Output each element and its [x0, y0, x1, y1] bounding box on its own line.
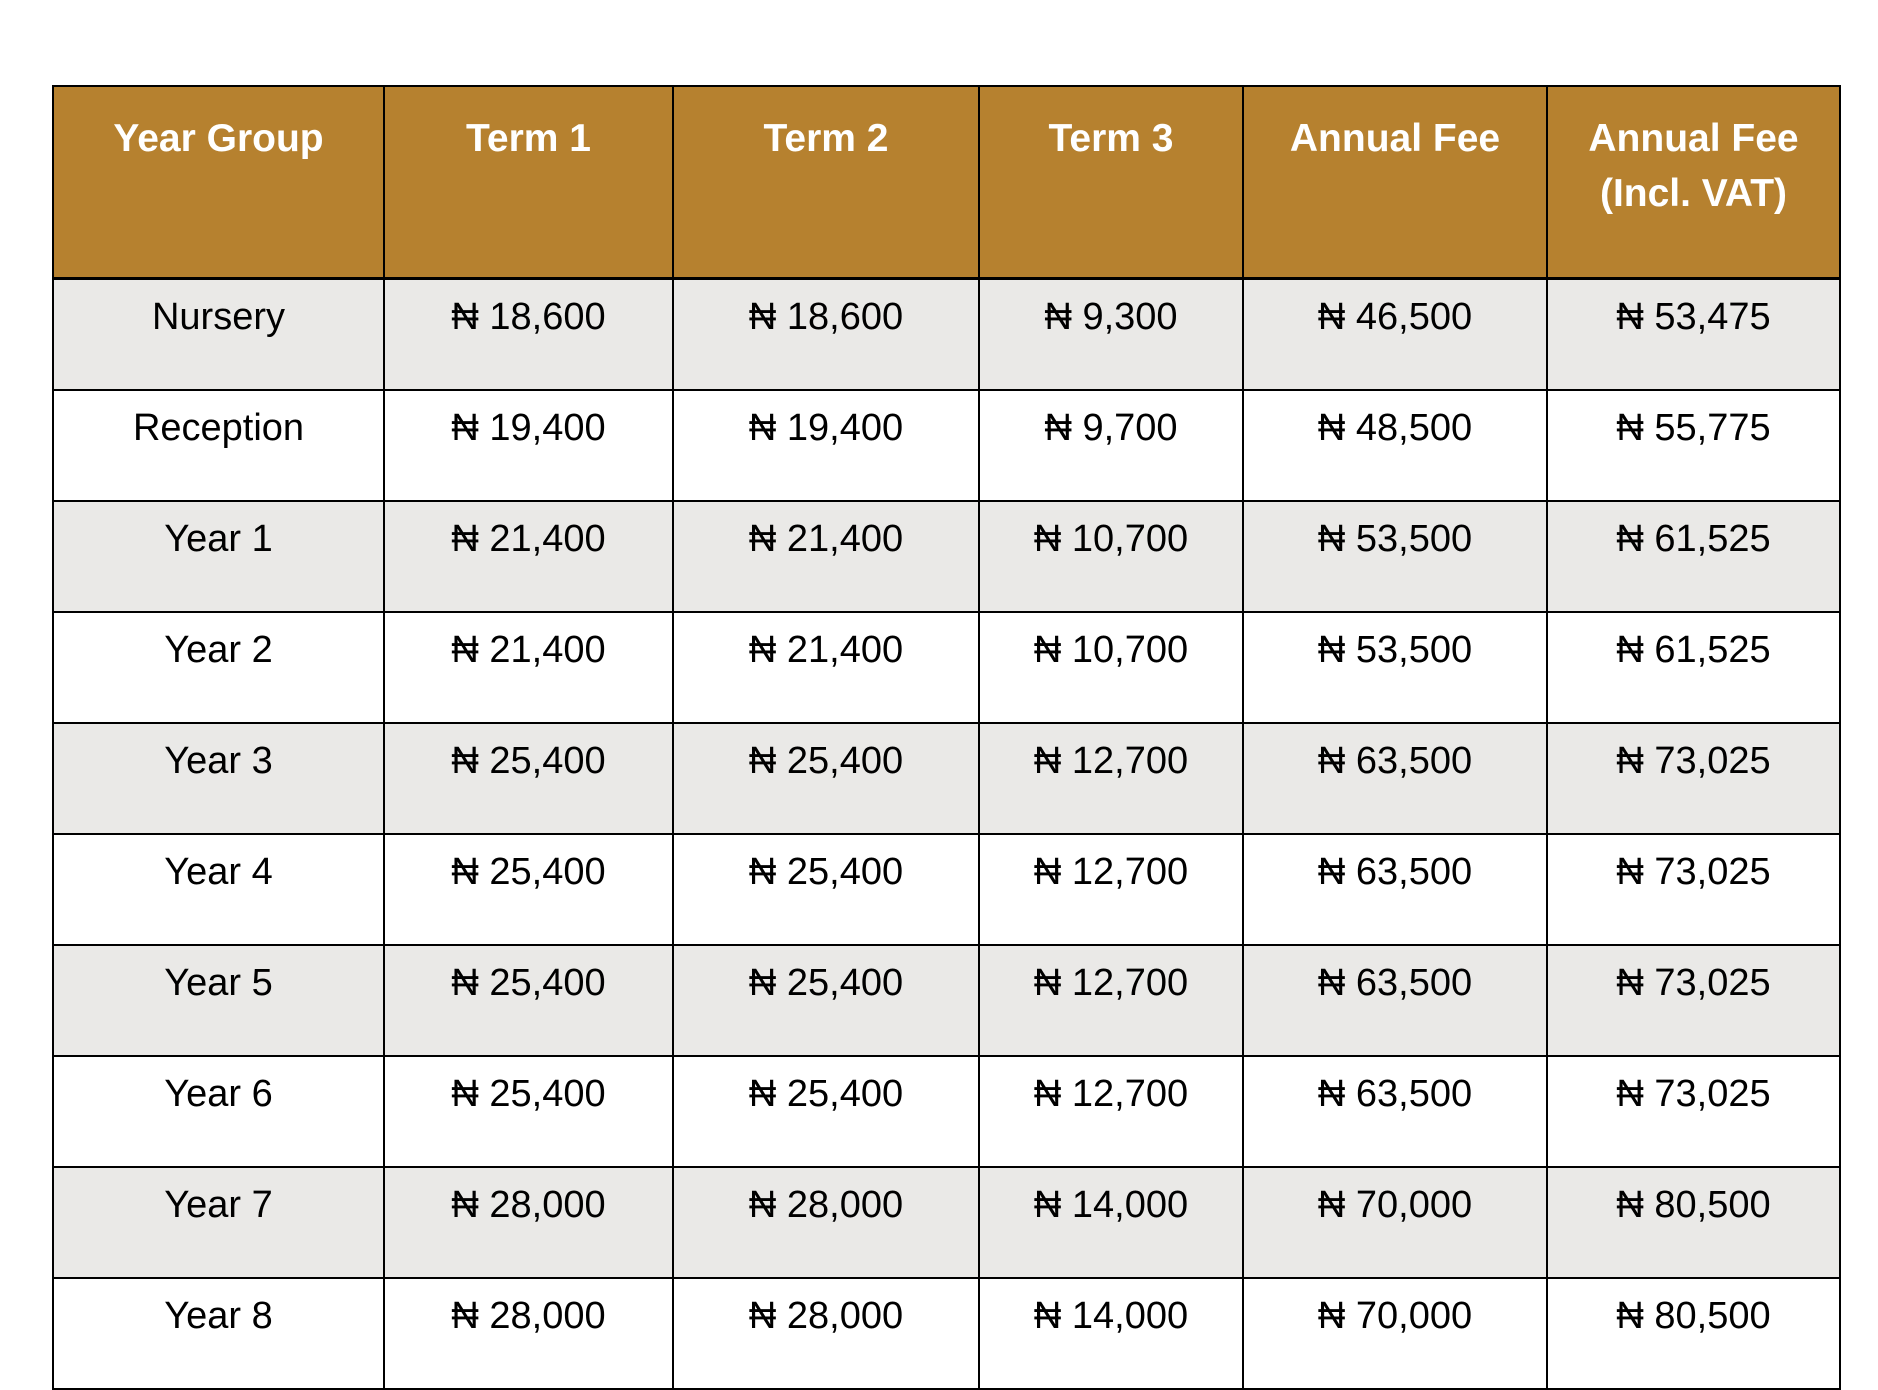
header-cell-annual-fee: Annual Fee	[1243, 86, 1547, 279]
cell-term1: ₦ 25,400	[384, 723, 673, 834]
header-annual-fee-vat-line2: (Incl. VAT)	[1599, 172, 1788, 216]
table-row-nursery	[53, 279, 1840, 391]
cell-annual-fee: ₦ 46,500	[1243, 279, 1547, 391]
cell-term3: ₦ 9,300	[979, 279, 1243, 391]
cell-year-group: Year 5	[53, 945, 384, 1056]
cell-annual-fee: ₦ 63,500	[1243, 1056, 1547, 1167]
cell-term3: ₦ 12,700	[979, 945, 1243, 1056]
cell-annual-fee: ₦ 48,500	[1243, 390, 1547, 501]
school-fees-table	[52, 85, 1841, 1390]
cell-term1: ₦ 18,600	[384, 279, 673, 391]
cell-year-group: Year 1	[53, 501, 384, 612]
table-row-reception	[53, 390, 1840, 501]
table-row-year-6	[53, 1056, 1840, 1167]
cell-year-group: Year 8	[53, 1278, 384, 1389]
cell-term3: ₦ 14,000	[979, 1278, 1243, 1389]
cell-annual-fee: ₦ 53,500	[1243, 501, 1547, 612]
cell-annual-fee-vat: ₦ 80,500	[1547, 1278, 1840, 1389]
cell-term1: ₦ 25,400	[384, 834, 673, 945]
table-row-year-2	[53, 612, 1840, 723]
cell-term3: ₦ 10,700	[979, 612, 1243, 723]
header-cell-year-group: Year Group	[53, 86, 384, 279]
cell-term1: ₦ 28,000	[384, 1167, 673, 1278]
table-row-year-8	[53, 1278, 1840, 1389]
cell-year-group: Year 3	[53, 723, 384, 834]
table-header	[53, 86, 1840, 279]
table-row-year-4	[53, 834, 1840, 945]
cell-term2: ₦ 18,600	[673, 279, 979, 391]
header-cell-annual-fee-vat	[1547, 86, 1840, 279]
cell-term3: ₦ 9,700	[979, 390, 1243, 501]
table-body	[53, 279, 1840, 1390]
cell-term1: ₦ 25,400	[384, 1056, 673, 1167]
header-row	[53, 86, 1840, 279]
cell-term1: ₦ 28,000	[384, 1278, 673, 1389]
cell-annual-fee-vat: ₦ 61,525	[1547, 612, 1840, 723]
cell-annual-fee: ₦ 70,000	[1243, 1278, 1547, 1389]
cell-annual-fee-vat: ₦ 61,525	[1547, 501, 1840, 612]
cell-annual-fee: ₦ 63,500	[1243, 723, 1547, 834]
cell-annual-fee: ₦ 53,500	[1243, 612, 1547, 723]
cell-annual-fee-vat: ₦ 73,025	[1547, 945, 1840, 1056]
cell-term1: ₦ 21,400	[384, 501, 673, 612]
header-annual-fee-vat-line1: Annual Fee	[1588, 117, 1799, 160]
cell-term2: ₦ 25,400	[673, 1056, 979, 1167]
cell-term1: ₦ 19,400	[384, 390, 673, 501]
cell-term2: ₦ 21,400	[673, 501, 979, 612]
cell-annual-fee: ₦ 63,500	[1243, 834, 1547, 945]
cell-annual-fee-vat: ₦ 73,025	[1547, 1056, 1840, 1167]
table-row-year-7	[53, 1167, 1840, 1278]
cell-annual-fee: ₦ 63,500	[1243, 945, 1547, 1056]
table-row-year-5	[53, 945, 1840, 1056]
cell-annual-fee-vat: ₦ 73,025	[1547, 834, 1840, 945]
cell-annual-fee-vat: ₦ 80,500	[1547, 1167, 1840, 1278]
cell-term2: ₦ 28,000	[673, 1167, 979, 1278]
table-row-year-1	[53, 501, 1840, 612]
cell-annual-fee-vat: ₦ 73,025	[1547, 723, 1840, 834]
cell-annual-fee-vat: ₦ 53,475	[1547, 279, 1840, 391]
cell-term1: ₦ 25,400	[384, 945, 673, 1056]
header-cell-term3: Term 3	[979, 86, 1243, 279]
cell-term3: ₦ 10,700	[979, 501, 1243, 612]
cell-year-group: Year 2	[53, 612, 384, 723]
cell-term3: ₦ 12,700	[979, 723, 1243, 834]
cell-annual-fee-vat: ₦ 55,775	[1547, 390, 1840, 501]
header-cell-term1: Term 1	[384, 86, 673, 279]
cell-year-group: Year 6	[53, 1056, 384, 1167]
cell-year-group: Year 7	[53, 1167, 384, 1278]
cell-term2: ₦ 21,400	[673, 612, 979, 723]
cell-term2: ₦ 25,400	[673, 945, 979, 1056]
cell-term2: ₦ 25,400	[673, 723, 979, 834]
cell-term2: ₦ 28,000	[673, 1278, 979, 1389]
table-row-year-3	[53, 723, 1840, 834]
cell-term2: ₦ 25,400	[673, 834, 979, 945]
cell-annual-fee: ₦ 70,000	[1243, 1167, 1547, 1278]
cell-term1: ₦ 21,400	[384, 612, 673, 723]
cell-term2: ₦ 19,400	[673, 390, 979, 501]
cell-term3: ₦ 12,700	[979, 834, 1243, 945]
cell-year-group: Nursery	[53, 279, 384, 391]
cell-year-group: Year 4	[53, 834, 384, 945]
cell-year-group: Reception	[53, 390, 384, 501]
cell-term3: ₦ 14,000	[979, 1167, 1243, 1278]
header-cell-term2: Term 2	[673, 86, 979, 279]
cell-term3: ₦ 12,700	[979, 1056, 1243, 1167]
